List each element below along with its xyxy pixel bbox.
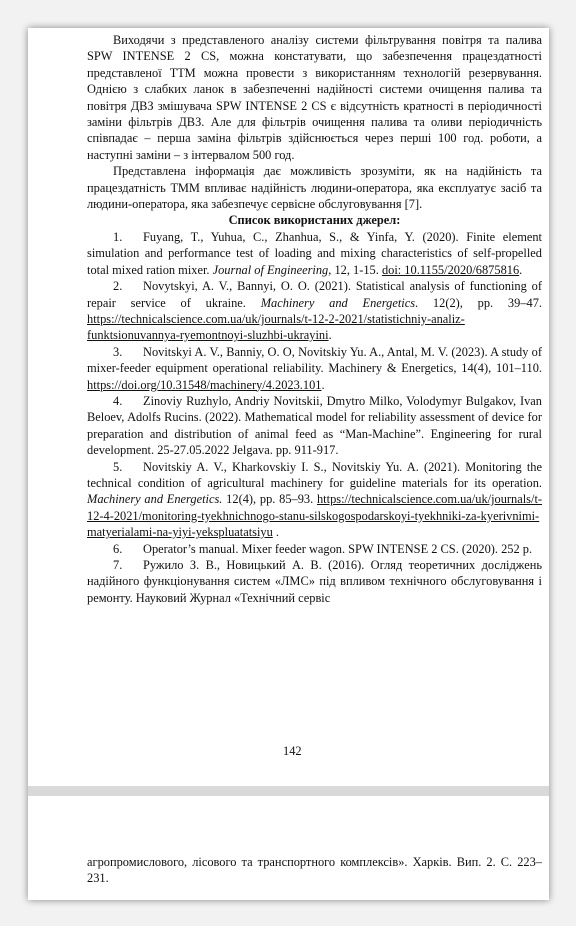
reference-end: . bbox=[272, 525, 280, 540]
references-list bbox=[87, 229, 542, 606]
reference-item bbox=[87, 557, 542, 606]
reference-item bbox=[87, 459, 542, 541]
reference-link[interactable]: https://technicalscience.com.ua/uk/journals/t-12-2-2021/statistichniy-analiz-funktsionuvannya-ryemontnoyi-sluzhbi-ukrayini bbox=[87, 311, 465, 343]
reference-details: 12, 1-15. bbox=[331, 262, 382, 277]
reference-number: 5. bbox=[113, 459, 123, 474]
reference-text: Novitskyi A. V., Banniy, O. O, Novitskiy Yu. A., Antal, M. V. (2023). A study of mixer-feeder equipment operational reliability. Machinery & Energetics, 14(4), 101–110. bbox=[87, 344, 542, 376]
reference-item bbox=[87, 541, 542, 557]
page-break bbox=[28, 786, 549, 796]
reference-item bbox=[87, 344, 542, 393]
reference-text: Zinoviy Ruzhylo, Andriy Novitskii, Dmytro Milko, Volodymyr Bulgakov, Ivan Beloev, Adolfs Rucins. (2022). Mathematical model for reliability assessment of device for preparation and distribution of animal feed as “Man-Machine”. Engineering for rural development. 25-27.05.2022 Jelgava. pp. 911-917. bbox=[87, 393, 542, 458]
reference-end: . bbox=[328, 328, 332, 343]
reference-source: Machinery and Energetics. bbox=[87, 492, 223, 507]
reference-text: Ружило З. В., Новицький А. В. (2016). Огляд теоретичних досліджень надійного функціонування систем «ЛМС» під впливом технічного обслуговування і ремонту. Науковий Журнал «Технічний сервіс bbox=[87, 558, 542, 605]
reference-number: 4. bbox=[113, 393, 123, 408]
reference-number: 2. bbox=[113, 279, 123, 294]
reference-text: Fuyang, T., Yuhua, C., Zhanhua, S., & Yinfa, Y. (2020). Finite element simulation and performance test of loading and mixing characteristics of self-propelled total mixed ration mixer. bbox=[87, 229, 542, 277]
reference-source: Journal of Engineering, bbox=[212, 262, 332, 277]
body-paragraph: Представлена інформація дає можливість зрозуміти, як на надійність та працездатність ТММ впливає надійність людини-оператора, яка експлуатує засіб та людини-оператора, яка забезпечує сервісне обслуговування [7]. bbox=[87, 164, 542, 212]
reference-source: Machinery and Energetics bbox=[260, 295, 416, 310]
references-heading: Список використаних джерел: bbox=[228, 213, 401, 228]
reference-item bbox=[87, 278, 542, 344]
reference-details: . 12(2), pp. 39–47. bbox=[415, 295, 542, 310]
reference-link[interactable]: https://technicalscience.com.ua/uk/journals/t-12-4-2021/monitoring-tyekhnichnogo-stanu-silskogospodarskoyi-tyekhniki-za-kyerivnimi-matyerialami-na-yiyi-yekspluatatsiyu bbox=[87, 492, 543, 540]
body-paragraph: Виходячи з представленого аналізу системи фільтрування повітря та палива SPW INTENSE 2 CS, можна констатувати, що забезпечення працездатності представленої ТТМ можна провести з використанням технологій резервування. Однією з слабких ланок в забезпеченні надійності системи очищення палива та повітря ДВЗ змішувача SPW INTENSE 2 CS є відсутність кратності в періодичності заміни фільтрів ДВЗ. Але для фільтрів очищення палива та оливи періодичність співпадає – перша заміна фільтрів здійснюється через перші 100 год. роботи, а наступні заміни – з інтервалом 500 год. bbox=[87, 33, 542, 162]
reference-text: Novitskiy A. V., Kharkovskiy I. S., Novitskiy Yu. A. (2021). Monitoring the technical condition of agricultural machinery for guideline materials for its operation. bbox=[87, 459, 542, 490]
reference-end: . bbox=[321, 377, 325, 392]
next-page-body bbox=[87, 854, 542, 887]
reference-number: 3. bbox=[113, 344, 123, 359]
reference-item bbox=[87, 229, 542, 278]
reference-number: 1. bbox=[113, 229, 123, 244]
page-number: 142 bbox=[283, 744, 302, 758]
reference-number: 6. bbox=[113, 541, 123, 556]
reference-number: 7. bbox=[113, 558, 123, 572]
reference-continuation: агропромислового, лісового та транспортного комплексів». Харків. Вип. 2. С. 223–231. bbox=[87, 855, 542, 886]
reference-text: Novytskyi, A. V., Bannyi, O. O. (2021). Statistical analysis of functioning of repair service of ukraine. bbox=[87, 279, 542, 310]
page-body bbox=[87, 32, 542, 606]
reference-item bbox=[87, 393, 542, 459]
reference-link[interactable]: https://doi.org/10.31548/machinery/4.2023.101 bbox=[87, 377, 322, 392]
reference-text: Operator’s manual. Mixer feeder wagon. SPW INTENSE 2 CS. (2020). 252 p. bbox=[143, 541, 533, 556]
reference-end: . bbox=[519, 262, 523, 277]
reference-details: 12(4), pp. 85–93. bbox=[222, 492, 317, 507]
document-page bbox=[28, 28, 549, 900]
reference-link[interactable]: doi: 10.1155/2020/6875816 bbox=[381, 262, 520, 277]
